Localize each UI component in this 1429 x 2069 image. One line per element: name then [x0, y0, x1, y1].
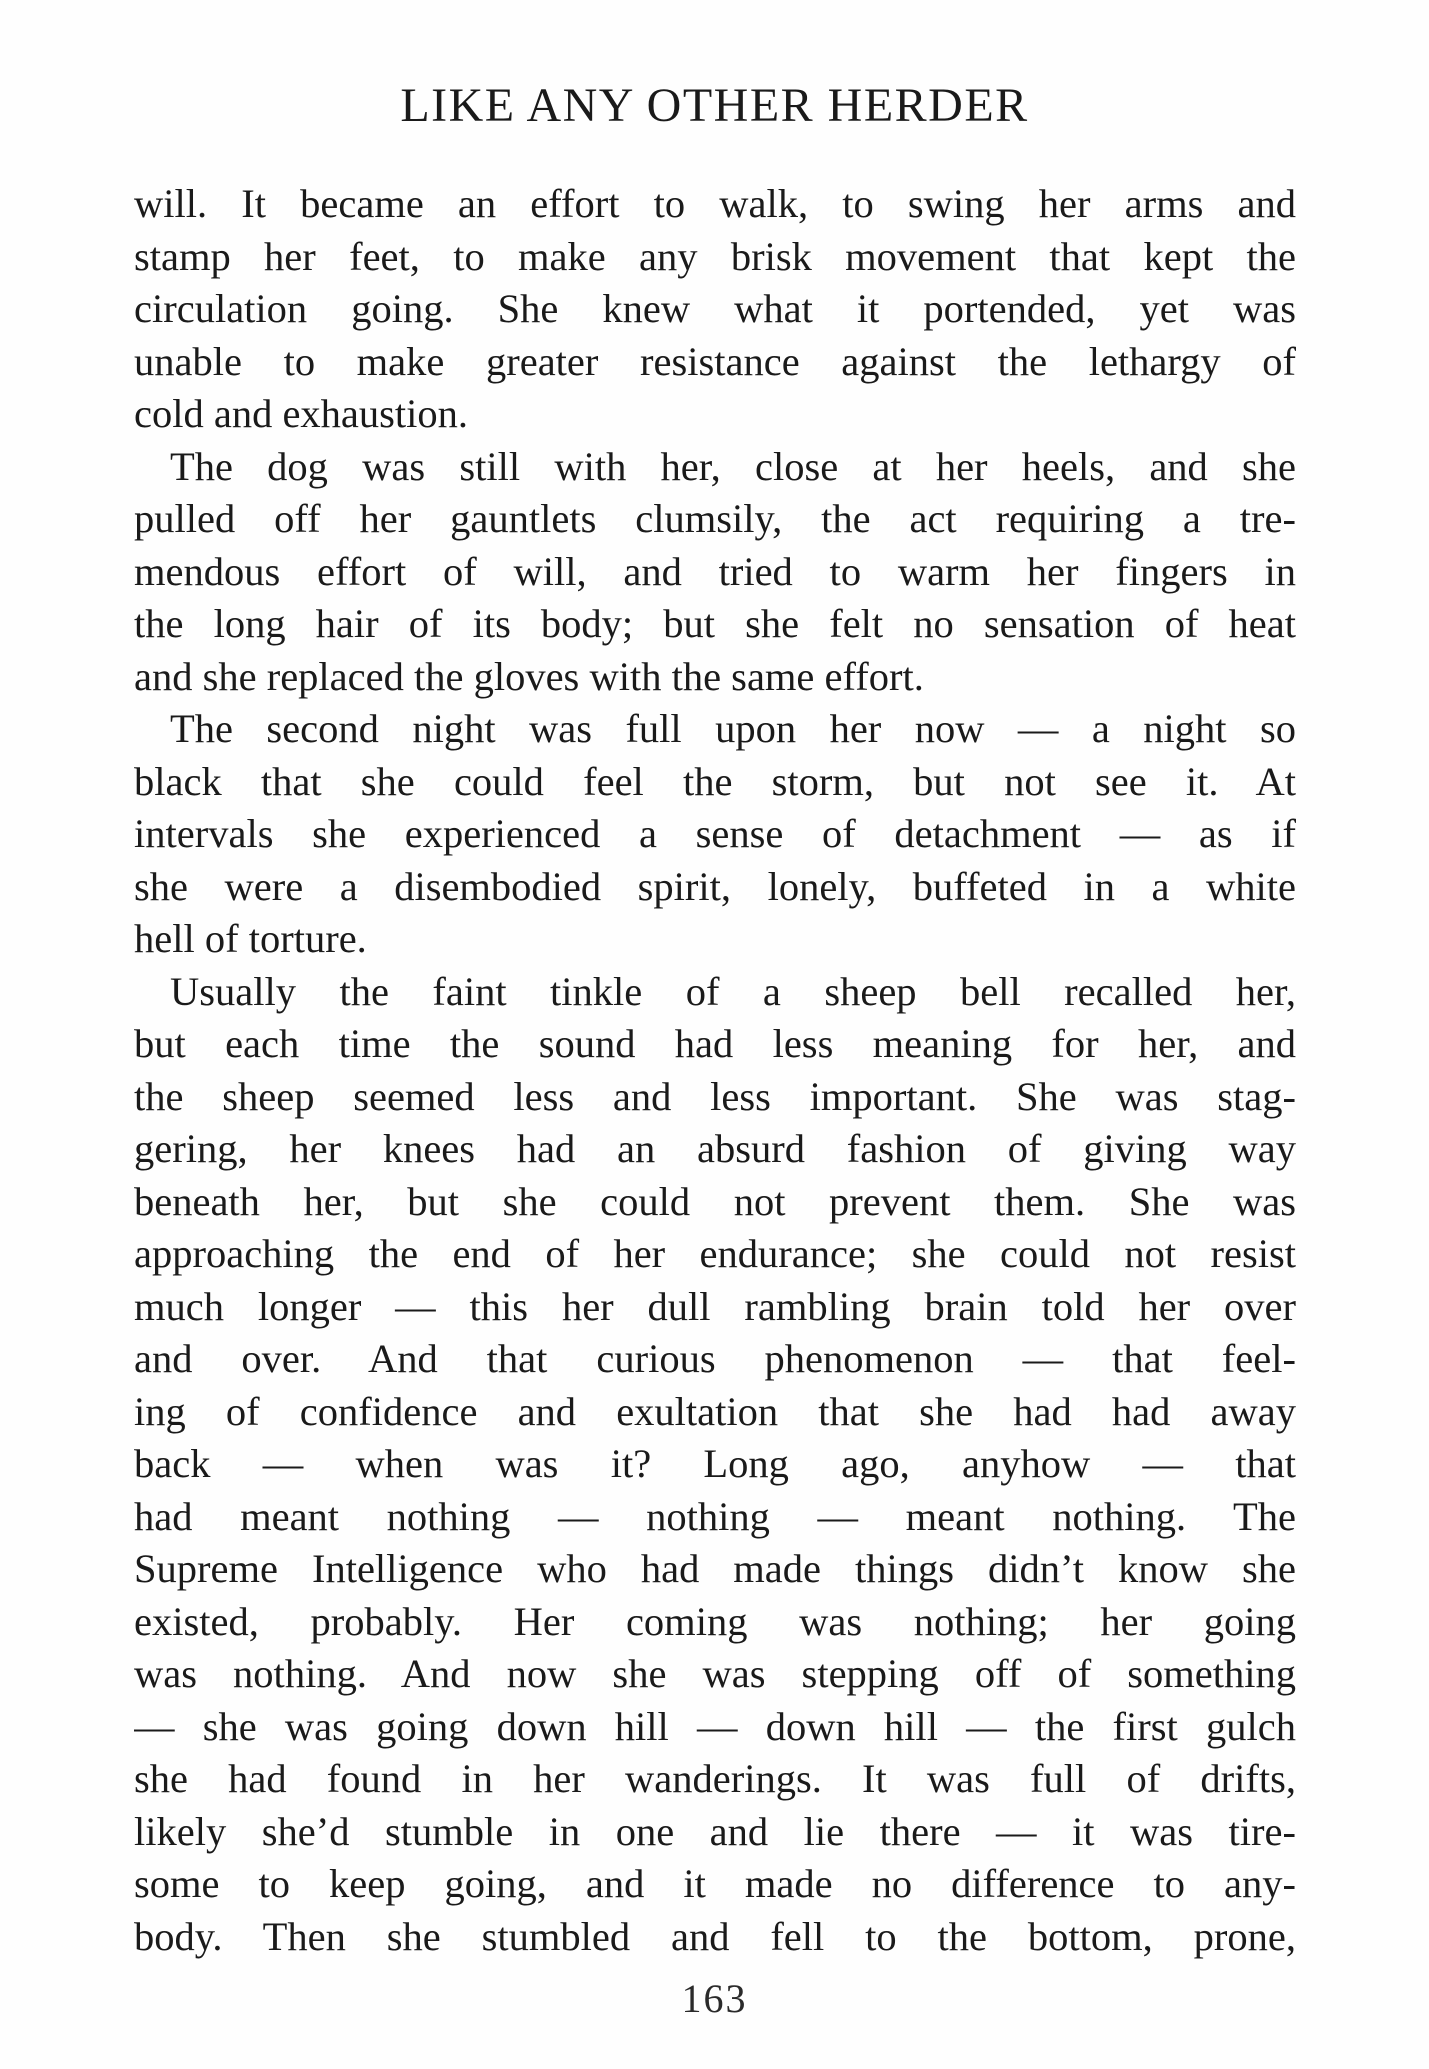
text-line: body. Then she stumbled and fell to the bottom, prone,: [134, 1913, 1296, 1959]
text-line: had meant nothing — nothing — meant nothing. The: [134, 1493, 1296, 1539]
text-line: — she was going down hill — down hill — the first gulch: [134, 1703, 1296, 1749]
text-line: circulation going. She knew what it portended, yet was: [134, 286, 1296, 331]
text-line: cold and exhaustion.: [134, 391, 469, 436]
text-line: and over. And that curious phenomenon — that feel-: [134, 1336, 1296, 1381]
text-line: the sheep seemed less and less important. She was stag-: [134, 1073, 1296, 1119]
text-line: existed, probably. Her coming was nothing; her going: [134, 1598, 1296, 1644]
text-line: will. It became an effort to walk, to swing her arms and: [134, 181, 1296, 226]
paragraph-4: [134, 966, 1296, 1964]
text-line: hell of torture.: [134, 916, 367, 961]
text-line: she had found in her wanderings. It was full of drifts,: [134, 1756, 1296, 1801]
text-line: mendous effort of will, and tried to warm her fingers in: [134, 548, 1296, 594]
text-line: black that she could feel the storm, but not see it. At: [134, 758, 1296, 804]
text-line: gering, her knees had an absurd fashion of giving way: [134, 1126, 1296, 1171]
text-line: unable to make greater resistance against the lethargy of: [134, 338, 1296, 384]
text-line: beneath her, but she could not prevent them. She was: [134, 1178, 1296, 1224]
text-line: Supreme Intelligence who had made things didn’t know she: [134, 1546, 1296, 1591]
paragraph-1: [134, 178, 1296, 441]
text-line: and she replaced the gloves with the same effort.: [134, 653, 924, 699]
text-line: The second night was full upon her now — a night so: [170, 706, 1296, 751]
page-number: 163: [681, 1976, 748, 2021]
text-line: approaching the end of her endurance; she could not resist: [134, 1231, 1296, 1276]
body-text: [134, 178, 1296, 1963]
text-line: was nothing. And now she was stepping off of something: [134, 1651, 1296, 1696]
text-line: the long hair of its body; but she felt no sensation of heat: [134, 601, 1296, 646]
text-line: The dog was still with her, close at her heels, and she: [170, 443, 1296, 489]
paragraph-3: [134, 703, 1296, 966]
text-line: some to keep going, and it made no difference to any-: [134, 1861, 1296, 1906]
text-line: stamp her feet, to make any brisk movement that kept the: [134, 233, 1296, 279]
paragraph-2: [134, 441, 1296, 704]
text-line: but each time the sound had less meaning for her, and: [134, 1021, 1296, 1066]
text-line: pulled off her gauntlets clumsily, the act requiring a tre-: [134, 496, 1296, 541]
text-line: Usually the faint tinkle of a sheep bell recalled her,: [170, 968, 1296, 1014]
text-line: back — when was it? Long ago, anyhow — that: [134, 1441, 1296, 1486]
text-line: intervals she experienced a sense of detachment — as if: [134, 811, 1296, 856]
text-line: she were a disembodied spirit, lonely, buffeted in a white: [134, 863, 1296, 909]
text-line: much longer — this her dull rambling brain told her over: [134, 1283, 1296, 1329]
text-line: ing of confidence and exultation that she had had away: [134, 1388, 1296, 1434]
running-head: LIKE ANY OTHER HERDER: [400, 79, 1029, 132]
text-line: likely she’d stumble in one and lie there — it was tire-: [134, 1808, 1296, 1854]
